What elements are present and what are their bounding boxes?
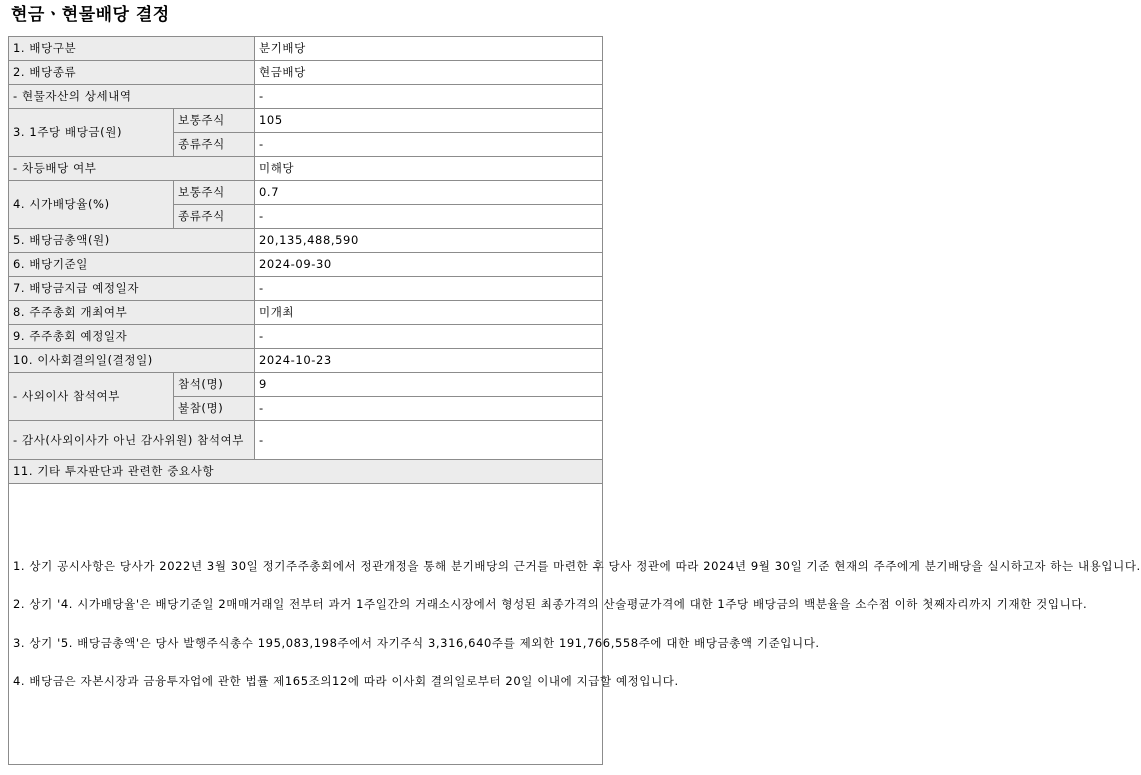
note-2: 2. 상기 '4. 시가배당율'은 배당기준일 2매매거래일 전부터 과거 1주일간의 거래소시장에서 형성된 최종가격의 산술평균가격에 대한 1주당 배당금의 백분율을 소수점 이하 첫째자리까지 기재한 것입니다. bbox=[13, 597, 1088, 612]
row-differential-dividend bbox=[9, 157, 603, 181]
label-differential-dividend: - 차등배당 여부 bbox=[9, 157, 255, 181]
row-yield-common bbox=[9, 181, 603, 205]
label-agm-held: 8. 주주총회 개최여부 bbox=[9, 301, 255, 325]
notes-cell bbox=[9, 484, 1141, 765]
label-in-kind-detail: - 현물자산의 상세내역 bbox=[9, 85, 255, 109]
row-record-date bbox=[9, 253, 603, 277]
row-other-matters bbox=[9, 460, 603, 484]
label-yield-common: 보통주식 bbox=[174, 181, 255, 205]
value-dividend-type: 분기배당 bbox=[255, 37, 603, 61]
label-auditor-attendance: - 감사(사외이사가 아닌 감사위원) 참석여부 bbox=[9, 421, 255, 460]
label-payment-date: 7. 배당금지급 예정일자 bbox=[9, 277, 255, 301]
value-record-date: 2024-09-30 bbox=[255, 253, 603, 277]
value-auditor-attendance: - bbox=[255, 421, 603, 460]
label-total-dividend: 5. 배당금총액(원) bbox=[9, 229, 255, 253]
row-dividend-type bbox=[9, 37, 603, 61]
value-payment-date: - bbox=[255, 277, 603, 301]
label-agm-date: 9. 주주총회 예정일자 bbox=[9, 325, 255, 349]
row-dividend-kind bbox=[9, 61, 603, 85]
row-outside-directors-present bbox=[9, 373, 603, 397]
label-directors-absent: 불참(명) bbox=[174, 397, 255, 421]
value-total-dividend: 20,135,488,590 bbox=[255, 229, 603, 253]
value-agm-date: - bbox=[255, 325, 603, 349]
value-dps-common: 105 bbox=[255, 109, 603, 133]
label-other-matters: 11. 기타 투자판단과 관련한 중요사항 bbox=[9, 460, 603, 484]
value-dividend-kind: 현금배당 bbox=[255, 61, 603, 85]
label-outside-directors: - 사외이사 참석여부 bbox=[9, 373, 174, 421]
label-yield-preferred: 종류주식 bbox=[174, 205, 255, 229]
row-dps-common bbox=[9, 109, 603, 133]
row-total-dividend bbox=[9, 229, 603, 253]
label-directors-present: 참석(명) bbox=[174, 373, 255, 397]
label-dividend-per-share: 3. 1주당 배당금(원) bbox=[9, 109, 174, 157]
value-directors-absent: - bbox=[255, 397, 603, 421]
label-dividend-type: 1. 배당구분 bbox=[9, 37, 255, 61]
page-title: 현금ㆍ현물배당 결정 bbox=[11, 5, 170, 25]
row-in-kind-detail bbox=[9, 85, 603, 109]
row-notes bbox=[9, 484, 603, 765]
dividend-table bbox=[8, 36, 1141, 765]
row-auditor-attendance bbox=[9, 421, 603, 460]
value-board-resolution-date: 2024-10-23 bbox=[255, 349, 603, 373]
label-dps-common: 보통주식 bbox=[174, 109, 255, 133]
label-dividend-kind: 2. 배당종류 bbox=[9, 61, 255, 85]
value-dps-preferred: - bbox=[255, 133, 603, 157]
value-in-kind-detail: - bbox=[255, 85, 603, 109]
label-dps-preferred: 종류주식 bbox=[174, 133, 255, 157]
value-yield-preferred: - bbox=[255, 205, 603, 229]
label-record-date: 6. 배당기준일 bbox=[9, 253, 255, 277]
note-4: 4. 배당금은 자본시장과 금융투자업에 관한 법률 제165조의12에 따라 이사회 결의일로부터 20일 이내에 지급할 예정입니다. bbox=[13, 674, 679, 689]
row-agm-date bbox=[9, 325, 603, 349]
value-agm-held: 미개최 bbox=[255, 301, 603, 325]
note-3: 3. 상기 '5. 배당금총액'은 당사 발행주식총수 195,083,198주에서 자기주식 3,316,640주를 제외한 191,766,558주에 대한 배당금총액 기준입니다. bbox=[13, 635, 820, 650]
note-1: 1. 상기 공시사항은 당사가 2022년 3월 30일 정기주주총회에서 정관개정을 통해 분기배당의 근거를 마련한 후 당사 정관에 따라 2024년 9월 30일 기준 현재의 주주에게 분기배당을 실시하고자 하는 내용입니다. bbox=[13, 558, 1141, 573]
row-payment-date bbox=[9, 277, 603, 301]
value-differential-dividend: 미해당 bbox=[255, 157, 603, 181]
label-dividend-yield: 4. 시가배당율(%) bbox=[9, 181, 174, 229]
row-agm-held bbox=[9, 301, 603, 325]
value-directors-present: 9 bbox=[255, 373, 603, 397]
value-yield-common: 0.7 bbox=[255, 181, 603, 205]
row-board-resolution-date bbox=[9, 349, 603, 373]
label-board-resolution-date: 10. 이사회결의일(결정일) bbox=[9, 349, 255, 373]
